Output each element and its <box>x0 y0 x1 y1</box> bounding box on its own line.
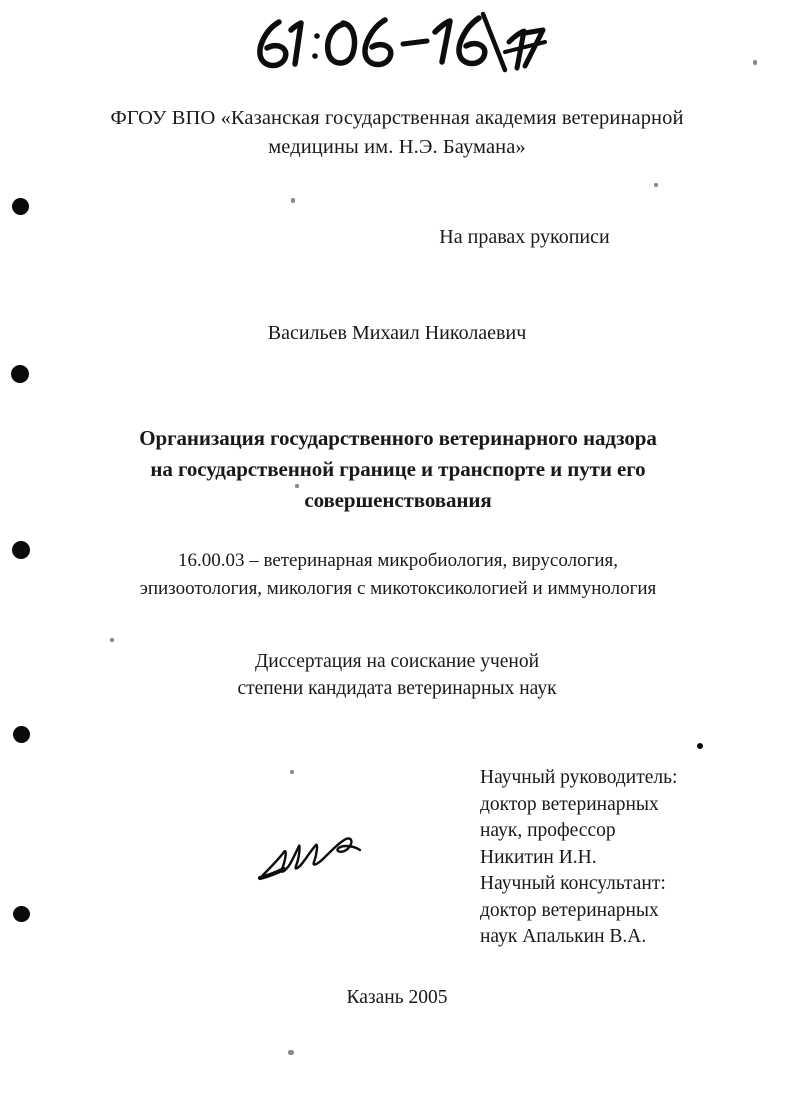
author-name: Васильев Михаил Николаевич <box>267 322 527 344</box>
consultant-line-3: наук Апалькин В.А. <box>480 926 647 947</box>
handwritten-signature <box>258 826 368 891</box>
institution-name <box>97 104 697 162</box>
supervisor-line-3: наук, профессор <box>480 820 616 841</box>
scan-speck-signature-area <box>290 770 294 774</box>
dissertation-title <box>97 423 699 516</box>
consultant-line-2: доктор ветеринарных <box>480 899 659 921</box>
binding-hole-mark-4 <box>13 726 30 743</box>
degree-line-1: Диссертация на соискание ученой <box>254 651 540 672</box>
handwritten-call-number <box>0 8 794 83</box>
scan-speck-top-right <box>753 60 757 65</box>
supervisor-block <box>480 765 780 951</box>
manuscript-note: На правах рукописи <box>439 226 610 248</box>
supervisor-line-1: Научный руководитель: <box>480 767 678 788</box>
specialty-line-1: 16.00.03 – ветеринарная микробиология, вирусология, <box>177 550 619 571</box>
consultant-line-1: Научный консультант: <box>480 873 666 894</box>
specialty-line-2: эпизоотология, микология с микотоксикологией и иммунология <box>139 578 657 599</box>
binding-hole-mark-3 <box>12 541 30 559</box>
institution-line-2: медицины им. Н.Э. Баумана» <box>268 136 526 158</box>
title-line-3: совершенствования <box>304 488 492 512</box>
specialty-code <box>90 547 706 603</box>
degree-line-2: степени кандидата ветеринарных наук <box>237 678 557 699</box>
supervisor-line-4: Никитин И.Н. <box>480 846 597 868</box>
scan-speck-upper-left <box>291 198 295 203</box>
title-line-1: Организация государственного ветеринарного надзора <box>139 426 657 450</box>
institution-line-1: ФГОУ ВПО «Казанская государственная академия ветеринарной <box>110 107 684 129</box>
scan-speck-mid-left <box>110 638 114 642</box>
scan-speck-upper-right <box>654 183 658 187</box>
place-and-year: Казань 2005 <box>346 987 448 1008</box>
title-line-2: на государственной границе и транспорте и пути его <box>150 457 646 481</box>
supervisor-line-2: доктор ветеринарных <box>480 793 659 815</box>
scan-speck-bottom <box>288 1050 294 1055</box>
binding-hole-mark-1 <box>12 198 29 215</box>
binding-hole-mark-2 <box>11 365 29 383</box>
scan-speck-title <box>295 484 299 488</box>
binding-hole-mark-5 <box>13 906 30 922</box>
degree-statement <box>97 648 697 702</box>
ink-dot-right <box>697 743 703 749</box>
